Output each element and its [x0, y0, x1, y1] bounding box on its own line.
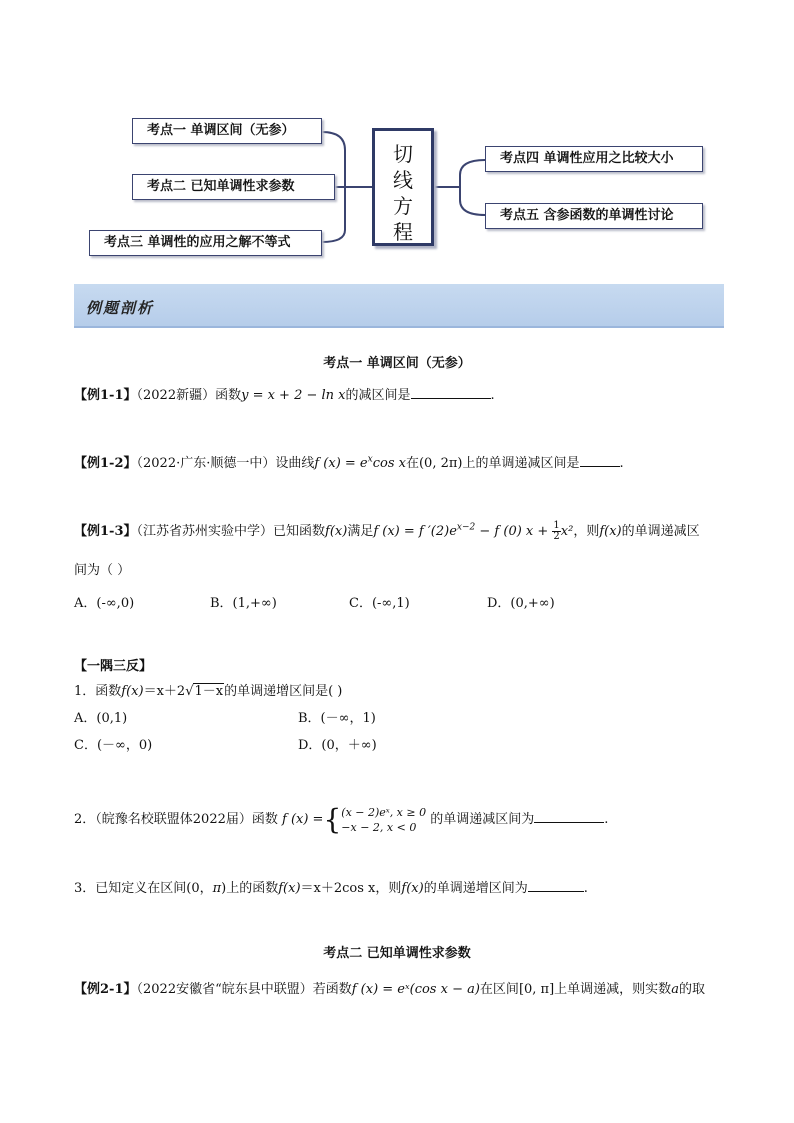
variable: a — [671, 982, 679, 997]
center-char: 程 — [393, 220, 413, 244]
practice-q2 — [74, 803, 608, 836]
period: . — [604, 812, 609, 827]
interval: [0, π] — [518, 982, 555, 997]
question-text: 的取 — [678, 982, 705, 997]
example-tag: 【例2-1】 — [74, 982, 137, 997]
center-char: 切 — [393, 142, 413, 166]
question-text: )上的函数 — [221, 881, 279, 896]
example-1-3-line2: 间为（ ） — [74, 563, 131, 578]
question-text: 1．函数 — [74, 684, 122, 699]
piecewise — [341, 805, 426, 835]
formula: f (x) = eˣ(cos x − a) — [351, 982, 480, 997]
function-name: f(x) — [278, 881, 301, 896]
piece-2: −x − 2, x < 0 — [341, 820, 417, 834]
answer-blank — [528, 879, 584, 892]
center-char: 线 — [393, 168, 413, 192]
mindmap-node-kaodian2: 考点二 已知单调性求参数 — [132, 174, 335, 200]
brace-icon: { — [323, 803, 342, 836]
formula: f (x) = f ′(2)e — [373, 524, 457, 539]
example-1-3 — [74, 520, 700, 542]
answer-blank — [580, 454, 620, 467]
q1-option-d: D．(0，＋∞) — [298, 738, 377, 753]
example-source: （江苏省苏州实验中学）已知函数 — [136, 524, 326, 539]
q1-option-a: A．(0,1) — [74, 711, 128, 726]
example-2-1 — [74, 978, 705, 997]
example-tag: 【例1-1】 — [74, 388, 137, 403]
banner-title: 例题剖析 — [86, 299, 155, 317]
question-text: 的单调递增区间是( ) — [224, 684, 343, 699]
pi-symbol: π — [212, 881, 222, 896]
period: . — [583, 881, 588, 896]
formula: f (x) = e — [314, 456, 368, 471]
option-c: C．(-∞,1) — [349, 596, 410, 611]
example-source: （2022新疆）函数 — [136, 388, 242, 403]
answer-blank — [534, 810, 604, 823]
mindmap-node-kaodian4: 考点四 单调性应用之比较大小 — [485, 146, 703, 172]
formula: y = x + 2 − ln x — [241, 388, 346, 403]
q1-option-b: B．(－∞，1) — [298, 711, 376, 726]
question-text: 满足 — [347, 524, 374, 539]
section-heading-2: 考点二 已知单调性求参数 — [323, 946, 471, 961]
question-text: 的单调递减区 — [621, 524, 700, 539]
section-banner — [74, 284, 724, 328]
formula: ＝x＋2cos x，则 — [300, 881, 402, 896]
question-text: 的单调递增区间为 — [423, 881, 528, 896]
question-text: 在 — [405, 456, 419, 471]
mindmap-node-kaodian1: 考点一 单调区间（无参） — [132, 118, 322, 144]
radicand: 1－x — [194, 684, 224, 699]
example-tag: 【例1-3】 — [74, 524, 137, 539]
practice-heading: 【一隅三反】 — [74, 659, 153, 674]
option-d: D．(0,+∞) — [487, 596, 555, 611]
practice-q1: 1．函数f(x)＝x＋2√1－x的单调递增区间是( ) — [74, 684, 343, 699]
fraction — [552, 521, 560, 542]
formula: x² — [560, 524, 574, 539]
example-tag: 【例1-2】 — [74, 456, 137, 471]
numerator: 1 — [553, 520, 560, 531]
question-text: 的减区间是 — [345, 388, 411, 403]
formula-sup: x — [367, 454, 373, 465]
function-name: f(x) — [121, 684, 144, 699]
example-source: （2022·广东·顺德一中）设曲线 — [136, 456, 315, 471]
question-text: 在区间 — [479, 982, 519, 997]
function-name: f (x) = — [282, 812, 324, 827]
answer-blank — [411, 386, 491, 399]
option-b: B．(1,+∞) — [210, 596, 277, 611]
question-text: 2．（皖豫名校联盟体2022届）函数 — [74, 812, 278, 827]
center-char: 方 — [393, 194, 413, 218]
piece-1: (x − 2)eˣ, x ≥ 0 — [341, 805, 427, 819]
question-text: 上的单调递减区间是 — [462, 456, 580, 471]
section-heading-1: 考点一 单调区间（无参） — [323, 356, 471, 371]
formula: − f (0) x + — [475, 524, 553, 539]
formula: ＝x＋2 — [143, 684, 186, 699]
question-text: 上单调递减，则实数 — [554, 982, 672, 997]
question-text: ，则 — [573, 524, 600, 539]
function-name: f(x) — [401, 881, 424, 896]
q1-option-c: C．(－∞，0) — [74, 738, 153, 753]
example-1-2 — [74, 452, 624, 471]
example-source: （2022安徽省“皖东县中联盟）若函数 — [136, 982, 352, 997]
function-name: f(x) — [599, 524, 622, 539]
option-a: A．(-∞,0) — [74, 596, 135, 611]
interval: (0, 2π) — [418, 456, 463, 471]
period: . — [619, 456, 624, 471]
question-text: 3．已知定义在区间(0， — [74, 881, 213, 896]
practice-q3 — [74, 877, 588, 896]
mindmap-center-node — [372, 128, 434, 246]
formula-sup: x−2 — [456, 522, 476, 533]
formula: cos x — [372, 456, 406, 471]
mindmap-node-kaodian3: 考点三 单调性的应用之解不等式 — [89, 230, 322, 256]
mindmap-node-kaodian5: 考点五 含参函数的单调性讨论 — [485, 203, 703, 229]
denominator: 2 — [553, 531, 560, 542]
period: . — [490, 388, 495, 403]
function-name: f(x) — [325, 524, 348, 539]
example-1-1 — [74, 384, 495, 403]
question-text: 的单调递减区间为 — [430, 812, 535, 827]
